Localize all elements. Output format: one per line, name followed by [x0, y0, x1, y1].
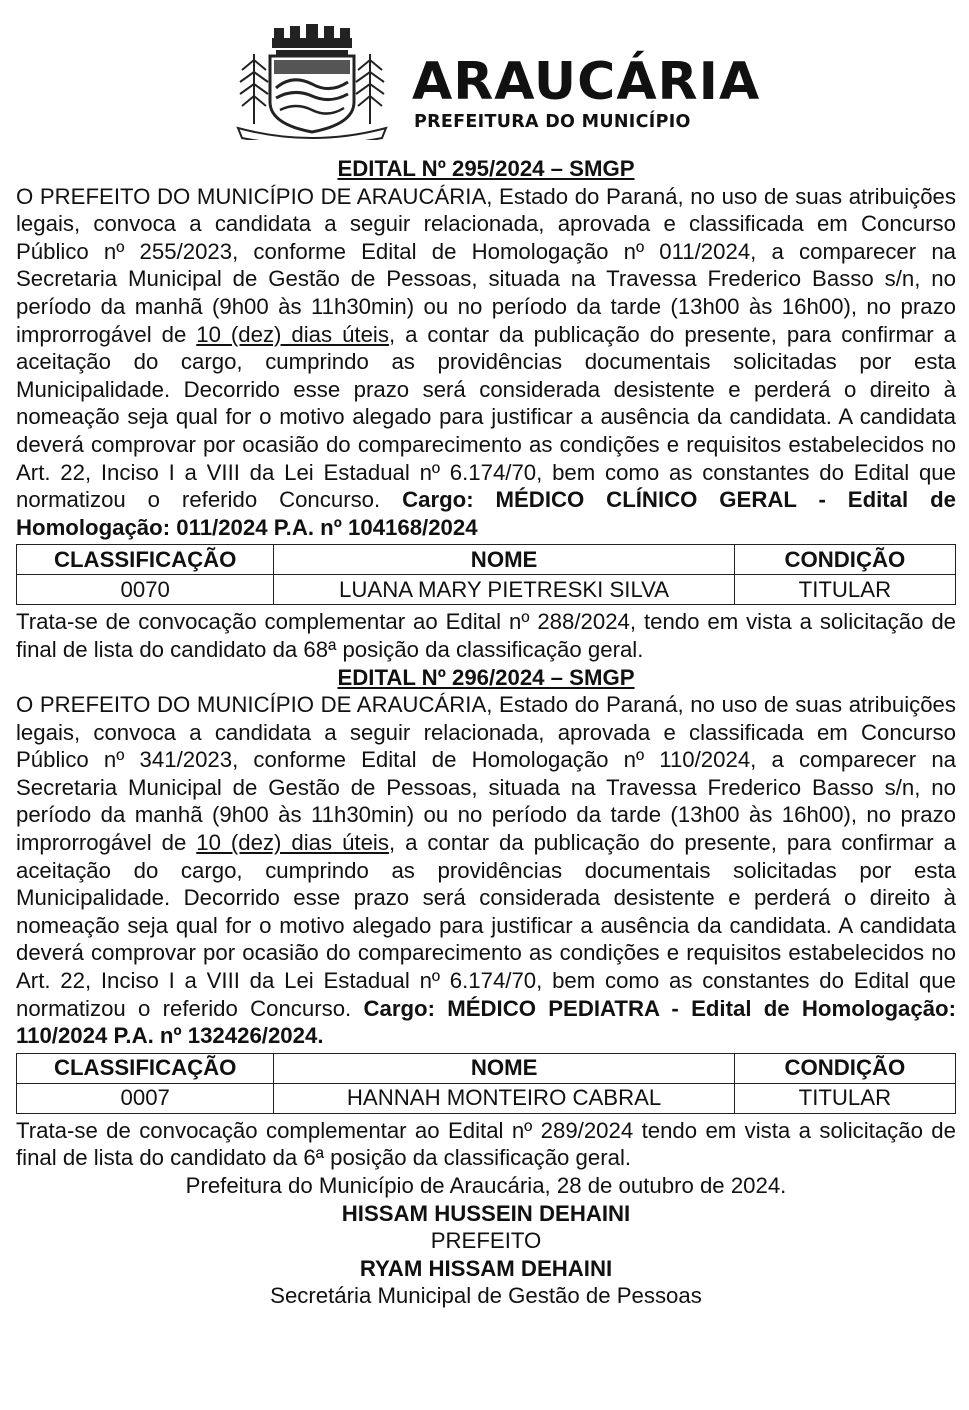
column-header-classification: CLASSIFICAÇÃO: [17, 545, 274, 575]
cell-name: HANNAH MONTEIRO CABRAL: [274, 1083, 734, 1113]
edital-title: EDITAL Nº 295/2024 – SMGP: [337, 156, 635, 181]
signer-name: RYAM HISSAM DEHAINI: [359, 1255, 613, 1281]
cargo-line: Cargo: MÉDICO CLÍNICO GERAL - Edital de Homologação: 011/2024 P.A. nº 104168/2024: [16, 487, 956, 540]
candidate-table: [16, 544, 956, 605]
body-text-continued: , a contar da publicação do presente, para confirmar a aceitação do cargo, cumprindo as providências documentais solicitadas por esta Municipalidade. Decorrido esse prazo será considerada desistente e perderá o direito à nomeação seja qual for o motivo alegado para justificar a ausência da candidata. A candidata deverá comprovar por ocasião do comparecimento as condições e requisitos estabelecidos no Art. 22, Inciso I a VIII da Lei Estadual nº 6.174/70, bem como as constantes do Edital que normatizou o referido Concurso.: [16, 321, 956, 513]
signer-name: HISSAM HUSSEIN DEHAINI: [341, 1200, 631, 1226]
body-text: O PREFEITO DO MUNICÍPIO DE ARAUCÁRIA, Estado do Paraná, no uso de suas atribuições legais, convoca a candidata a seguir relacionada, aprovada e classificada em Concurso Público nº 341/2023, conforme Edital de Homologação nº 110/2024, a comparecer na Secretaria Municipal de Gestão de Pessoas, situada na Travessa Frederico Basso s/n, no período da manhã (9h00 às 11h30min) ou no período da tarde (13h00 às 16h00), no prazo improrrogável de: [16, 692, 956, 856]
cell-condition: TITULAR: [734, 575, 955, 605]
page-header: [0, 20, 969, 140]
municipal-coat-of-arms-icon: [232, 24, 392, 140]
signer-role: PREFEITO: [430, 1228, 542, 1254]
edital-note: Trata-se de convocação complementar ao Edital nº 289/2024 tendo em vista a solicitação de final de lista do candidato da 6ª posição da classificação geral.: [16, 1117, 956, 1171]
cell-classification: 0007: [17, 1083, 274, 1113]
cell-condition: TITULAR: [734, 1083, 955, 1113]
place-date: Prefeitura do Município de Araucária, 28 de outubro de 2024.: [185, 1173, 787, 1198]
edital-title: EDITAL Nº 296/2024 – SMGP: [337, 664, 635, 690]
column-header-condition: CONDIÇÃO: [734, 545, 955, 575]
body-text-continued: , a contar da publicação do presente, para confirmar a aceitação do cargo, cumprindo as providências documentais solicitadas por esta Municipalidade. Decorrido esse prazo será considerada desistente e perderá o direito à nomeação seja qual for o motivo alegado para justificar a ausência da candidata. A candidata deverá comprovar por ocasião do comparecimento as condições e requisitos estabelecidos no Art. 22, Inciso I a VIII da Lei Estadual nº 6.174/70, bem como as constantes do Edital que normatizou o referido Concurso.: [16, 830, 956, 1021]
table-row: [17, 575, 956, 605]
column-header-condition: CONDIÇÃO: [734, 1053, 955, 1083]
signer-role: Secretária Municipal de Gestão de Pessoas: [270, 1283, 702, 1309]
column-header-classification: CLASSIFICAÇÃO: [17, 1053, 274, 1083]
cell-classification: 0070: [17, 575, 274, 605]
document-body: [16, 155, 956, 1310]
edital-body: [16, 183, 956, 542]
body-text: O PREFEITO DO MUNICÍPIO DE ARAUCÁRIA, Estado do Paraná, no uso de suas atribuições legais, convoca a candidata a seguir relacionada, aprovada e classificada em Concurso Público nº 255/2023, conforme Edital de Homologação nº 011/2024, a comparecer na Secretaria Municipal de Gestão de Pessoas, situada na Travessa Frederico Basso s/n, no período da manhã (9h00 às 11h30min) ou no período da tarde (13h00 às 16h00), no prazo improrrogável de: [16, 183, 956, 347]
brand-subtitle: PREFEITURA DO MUNICÍPIO: [414, 112, 691, 132]
candidate-table: [16, 1053, 956, 1114]
deadline-text: 10 (dez) dias úteis: [196, 830, 389, 856]
table-row: [17, 1083, 956, 1113]
column-header-name: NOME: [274, 545, 734, 575]
cell-name: LUANA MARY PIETRESKI SILVA: [274, 575, 734, 605]
table-header-row: [17, 545, 956, 575]
column-header-name: NOME: [274, 1053, 734, 1083]
edital-body: [16, 691, 956, 1050]
brand-title: ARAUCÁRIA: [412, 52, 761, 112]
cargo-line: Cargo: MÉDICO PEDIATRA - Edital de Homologação: 110/2024 P.A. nº 132426/2024.: [16, 995, 956, 1049]
table-header-row: [17, 1053, 956, 1083]
edital-note: Trata-se de convocação complementar ao Edital nº 288/2024, tendo em vista a solicitação de final de lista do candidato da 68ª posição da classificação geral.: [16, 609, 956, 662]
deadline-text: 10 (dez) dias úteis: [196, 321, 389, 347]
